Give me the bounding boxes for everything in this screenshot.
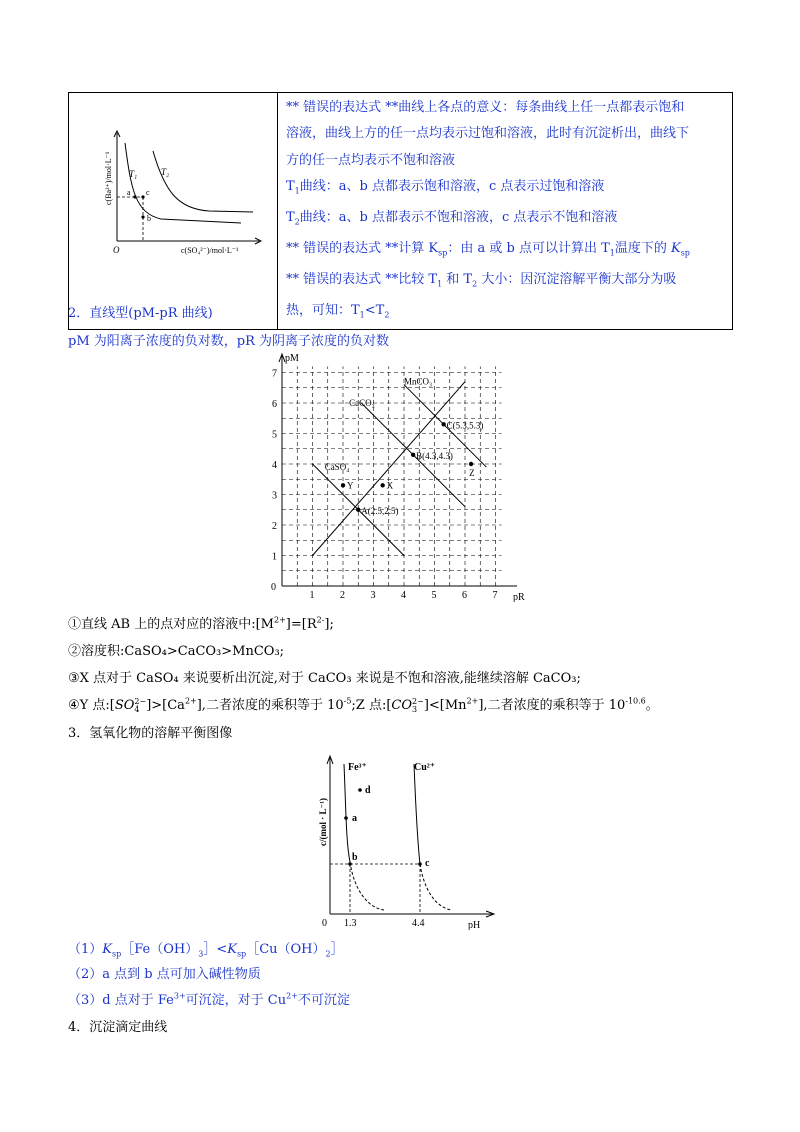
oh-point-a-label: a	[352, 813, 357, 824]
figure-cell	[69, 93, 278, 330]
cu-curve-dashed	[420, 864, 452, 910]
oh-tick-4-4: 4.4	[412, 918, 425, 929]
section4-heading: 4．沉淀滴定曲线	[68, 1020, 168, 1035]
oh-point-a	[344, 816, 348, 820]
point-c-label: c	[146, 188, 150, 197]
pm-x-tick-label: 1	[309, 590, 315, 601]
pm-y-tick-label: 5	[272, 429, 277, 441]
pm-xlabel: pR	[513, 592, 525, 602]
cell-line-1: ** 错误的表达式 **曲线上各点的意义：每条曲线上任一点都表示饱和	[286, 100, 685, 115]
pm-point-label: Y	[347, 480, 354, 491]
pm-origin: 0	[271, 582, 276, 593]
cell-line-4: $T_1$曲线：a、b 点都表示饱和溶液，c 点表示过饱和溶液	[286, 179, 605, 196]
pm-x-tick-label: 4	[401, 590, 406, 601]
pm-point	[441, 422, 445, 426]
cell-line-6: ** 错误的表达式 **计算 $K_{sp}$：由 a 或 b 点可以计算出 $T_1$温度下的 $K_{sp}$	[286, 241, 690, 258]
oh-xlabel: pH	[468, 920, 481, 930]
pm-x-tick-label: 5	[431, 590, 437, 601]
oh-ylabel: c/(mol · L⁻¹)	[318, 798, 328, 846]
fig-xlabel: c(SO₄²⁻)/mol·L⁻¹	[181, 246, 239, 255]
note-4: ④Y 点:[SO 2− 4 ]$>[Ca^{2+}]$,二者浓度的乘积等于 $10^{-5};Z$ 点:[CO 2− 3 ]$<[Mn^{2+}]$,二者浓度的乘积等于 $10^{-10.6}$。	[68, 696, 659, 714]
cu-curve-solid	[414, 764, 420, 864]
pm-point	[341, 483, 345, 487]
fig-origin: O	[113, 245, 120, 255]
explanation-table	[68, 92, 733, 330]
point-b	[141, 215, 144, 218]
item-1: $(1)K_{sp}[Fe(OH)_3]<K_{sp}[Cu(OH)_2]$	[68, 942, 344, 959]
section2-desc: pM 为阳离子浓度的负对数，pR 为阴离子浓度的负对数	[68, 334, 390, 349]
label-t1: T₁	[129, 169, 138, 179]
section3-heading: 3．氢氧化物的溶解平衡图像	[68, 726, 233, 741]
pm-point-label: B(4.3,4.3)	[416, 450, 453, 461]
pm-y-tick-label: 3	[272, 490, 277, 502]
cu-series-label: Cu²⁺	[414, 762, 436, 773]
cell-line-5: $T_2$曲线：a、b 点都表示不饱和溶液，c 点表示不饱和溶液	[286, 210, 618, 227]
pm-ylabel: pM	[285, 353, 299, 364]
oh-origin: 0	[322, 918, 327, 929]
oh-point-d-label: d	[365, 785, 371, 796]
pm-point	[356, 508, 360, 512]
pm-series-label: CaCO₃	[349, 398, 375, 409]
pm-x-tick-label: 2	[340, 590, 345, 601]
oh-point-c-label: c	[425, 858, 430, 869]
text-cell	[278, 93, 733, 330]
pm-y-tick-label: 1	[272, 551, 277, 563]
fe-series-label: Fe³⁺	[348, 762, 367, 773]
pm-point	[411, 453, 415, 457]
point-c	[141, 195, 144, 198]
pm-y-tick-label: 6	[272, 399, 277, 410]
note-3: ③X 点对于 CaSO₄ 来说要析出沉淀,对于 CaCO₃ 来说是不饱和溶液,能继续溶解 CaCO₃;	[68, 671, 581, 686]
note-2: ②溶度积:CaSO₄>CaCO₃>MnCO₃;	[68, 644, 285, 659]
fig-ylabel: c(Ba²⁺)/mol·L⁻¹	[104, 151, 113, 205]
cell-line-2: 溶液，曲线上方的任一点均表示过饱和溶液，此时有沉淀析出，曲线下	[286, 126, 690, 142]
cell-line-8: 热，可知：$T_1<T_2$	[286, 303, 390, 320]
pm-lines	[313, 377, 487, 556]
section2-heading: 2．直线型(pM-pR 曲线)	[68, 306, 213, 321]
curve-t2	[153, 151, 253, 212]
point-a	[133, 195, 136, 198]
pm-y-tick-label: 2	[272, 521, 277, 532]
fe-curve-dashed	[350, 862, 384, 910]
pm-point-label: C(5.3,5.3)	[446, 420, 484, 431]
point-b-label: b	[147, 214, 151, 223]
pm-y-tick-label: 7	[272, 368, 277, 380]
cell-line-3: 方的任一点均表示不饱和溶液	[286, 152, 456, 168]
oh-point-b-label: b	[352, 852, 358, 863]
hydroxide-chart	[312, 750, 502, 930]
ksp-curve-figure	[69, 93, 277, 299]
pm-pr-chart	[255, 350, 535, 602]
fe-curve-solid	[344, 764, 350, 862]
pm-series-label: MnCO₃	[404, 376, 433, 387]
label-t2: T₂	[161, 167, 170, 177]
item-2: （2）a 点到 b 点可加入碱性物质	[68, 967, 261, 982]
pm-point	[380, 483, 384, 487]
point-a-label: a	[127, 188, 131, 197]
pm-y-tick-label: 4	[272, 460, 277, 471]
pm-point-label: X	[386, 480, 394, 491]
pm-point-label: A(2.5,2.5)	[361, 505, 399, 516]
pm-point	[469, 462, 473, 466]
cell-line-7: ** 错误的表达式 **比较 $T_1$ 和 $T_2$ 大小：因沉淀溶解平衡大部分为吸	[286, 272, 677, 289]
item-3: （3）d 点对于 $Fe^{3+}$可沉淀，对于 $Cu^{2+}$不可沉淀	[68, 991, 350, 1008]
pm-x-tick-label: 6	[462, 590, 467, 601]
oh-tick-1-3: 1.3	[344, 918, 357, 929]
pm-series-label: CaSO₄	[324, 462, 350, 473]
pm-points	[341, 420, 484, 515]
pm-x-tick-label: 3	[370, 590, 376, 601]
oh-point-d	[358, 788, 362, 792]
oh-point-c	[418, 862, 422, 866]
pm-x-tick-label: 7	[492, 590, 498, 601]
note-1: ①直线 AB 上的点对应的溶液中$:[M^{2+}]=[R^{2-}]$;	[68, 615, 334, 632]
pm-point-label: Z	[469, 468, 475, 478]
